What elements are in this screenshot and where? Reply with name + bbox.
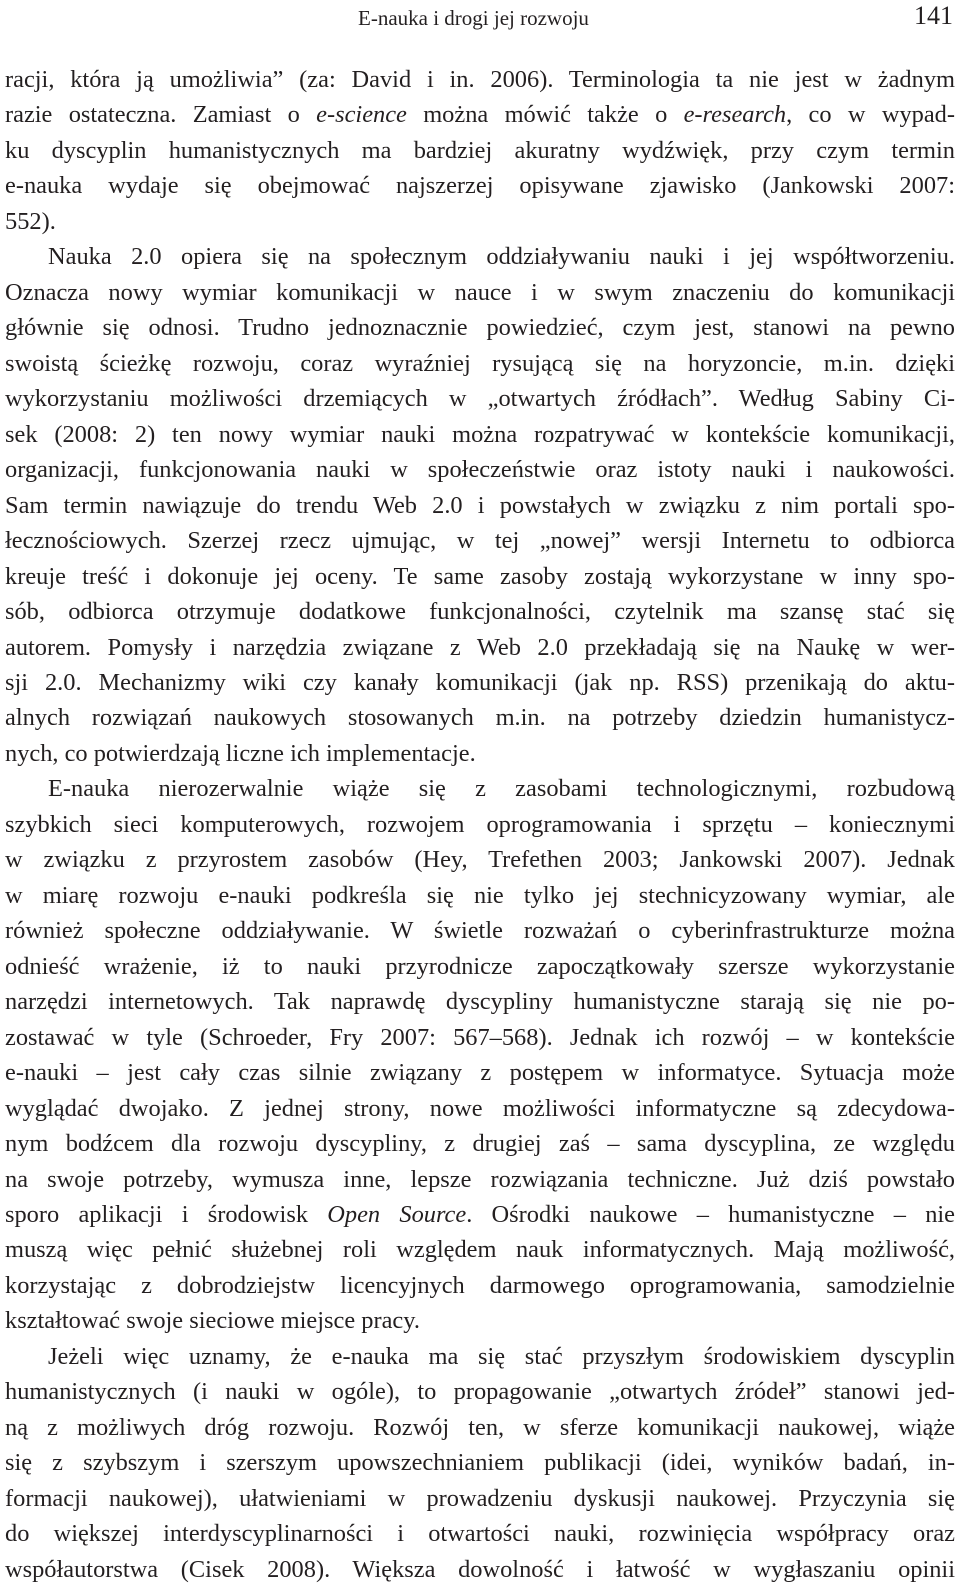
text-line — [5, 1516, 955, 1551]
text-run: szybkich sieci komputerowych, rozwojem oprogramowania i sprzętu – koniecznymi — [5, 810, 955, 838]
text-run: e-nauki – jest cały czas silnie związany z postępem w informatyce. Sytuacja może — [5, 1059, 955, 1087]
text-line — [5, 1481, 955, 1516]
text-line — [5, 1055, 955, 1090]
text-line — [5, 346, 955, 381]
text-run: Jeżeli więc uznamy, że e-nauka ma się stać przyszłym środowiskiem dyscyplin — [48, 1342, 955, 1370]
text-line — [5, 1303, 955, 1338]
text-line — [5, 984, 955, 1019]
text-run: ną z możliwych dróg rozwoju. Rozwój ten, w sferze komunikacji naukowej, wiąże — [5, 1413, 955, 1441]
text-run: odnieść wrażenie, iż to nauki przyrodnicze zapoczątkowały szersze wykorzystanie — [5, 952, 955, 980]
text-line — [5, 878, 955, 913]
text-line — [5, 381, 955, 416]
text-line — [5, 417, 955, 452]
running-header — [0, 0, 960, 40]
text-line — [5, 1162, 955, 1197]
text-run: głównie się odnosi. Trudno jednoznacznie powiedzieć, czym jest, stanowi na pewno — [5, 314, 955, 342]
text-line — [5, 1268, 955, 1303]
text-run: , co w wypad- — [786, 101, 955, 129]
text-run: formacji naukowej), ułatwieniami w prowadzeniu dyskusji naukowej. Przyczynia się — [5, 1484, 955, 1512]
text-line — [5, 488, 955, 523]
text-run: do większej interdyscyplinarności i otwartości nauki, rozwinięcia współpracy oraz — [5, 1520, 955, 1548]
text-run: Nauka 2.0 opiera się na społecznym oddziaływaniu nauki i jej współtworzeniu. — [48, 243, 955, 271]
running-title: E-nauka i drogi jej rozwoju — [358, 6, 589, 30]
text-run: . Ośrodki naukowe – humanistyczne – nie — [466, 1201, 955, 1228]
text-run: swoistą ścieżkę rozwoju, coraz wyraźniej rysującą się na horyzoncie, m.in. dzięki — [5, 349, 955, 377]
text-line — [5, 665, 955, 700]
text-run: muszą więc pełnić służebnej roli względem nauk informatycznych. Mają możliwość, — [5, 1236, 955, 1264]
text-run: zostawać w tyle (Schroeder, Fry 2007: 567–568). Jednak ich rozwój – w kontekście — [5, 1023, 955, 1051]
text-run: kształtować swoje sieciowe miejsce pracy. — [5, 1307, 420, 1335]
text-line — [5, 239, 955, 274]
text-run: alnych rozwiązań naukowych stosowanych m.in. na potrzeby dziedzin humanistycz- — [5, 704, 955, 732]
text-run: również społeczne oddziaływanie. W świetle rozważań o cyberinfrastrukturze można — [5, 917, 955, 945]
text-line — [5, 168, 955, 203]
text-line — [5, 594, 955, 629]
text-run: współautorstwa (Cisek 2008). Większa dowolność i łatwość w wygłaszaniu opinii — [5, 1555, 955, 1583]
text-line — [5, 1197, 955, 1232]
text-line — [5, 736, 955, 771]
text-run: E-nauka nierozerwalnie wiąże się z zasobami technologicznymi, rozbudową — [48, 775, 955, 803]
text-run: sporo aplikacji i środowisk — [5, 1201, 328, 1228]
text-line — [5, 807, 955, 842]
text-run: wyglądać dwojako. Z jednej strony, nowe możliwości informatyczne są zdecydowa- — [5, 1094, 955, 1122]
text-run: kreuje treść i dokonuje jej oceny. Te same zasoby zostają wykorzystane w inny spo- — [5, 562, 955, 590]
text-run: sek (2008: 2) ten nowy wymiar nauki można rozpatrywać w kontekście komunikacji, — [5, 420, 955, 448]
text-run: e-nauka wydaje się obejmować najszerzej opisywane zjawisko (Jankowski 2007: — [5, 172, 955, 200]
text-line — [5, 62, 955, 97]
text-run: korzystając z dobrodziejstw licencyjnych darmowego oprogramowania, samodzielnie — [5, 1271, 955, 1299]
text-line — [5, 1020, 955, 1055]
italic-term: e-science — [316, 101, 407, 129]
text-line — [5, 842, 955, 877]
text-line — [5, 913, 955, 948]
text-run: organizacji, funkcjonowania nauki w społeczeństwie oraz istoty nauki i naukowości. — [5, 456, 955, 484]
text-run: sji 2.0. Mechanizmy wiki czy kanały komunikacji (jak np. RSS) przenikają do aktu- — [5, 668, 955, 696]
text-line — [5, 1552, 955, 1587]
text-run: na swoje potrzeby, wymusza inne, lepsze rozwiązania techniczne. Już dziś powstało — [5, 1165, 955, 1193]
text-line — [5, 1339, 955, 1374]
text-run: narzędzi internetowych. Tak naprawdę dyscypliny humanistyczne starają się nie po- — [5, 988, 955, 1016]
text-line — [5, 452, 955, 487]
text-run: w miarę rozwoju e-nauki podkreśla się nie tylko jej stechnicyzowany wymiar, ale — [5, 881, 955, 909]
text-run: 552). — [5, 207, 56, 235]
text-run: Oznacza nowy wymiar komunikacji w nauce i w swym znaczeniu do komunikacji — [5, 278, 955, 306]
text-line — [5, 204, 955, 239]
italic-term: e-research — [683, 101, 787, 129]
body-text — [5, 62, 955, 1587]
text-line — [5, 1410, 955, 1445]
text-line — [5, 133, 955, 168]
italic-term: Open Source — [327, 1201, 467, 1228]
text-line — [5, 1232, 955, 1267]
text-line — [5, 949, 955, 984]
text-line — [5, 1091, 955, 1126]
text-line — [5, 700, 955, 735]
text-run: razie ostateczna. Zamiast o — [5, 101, 317, 129]
text-line — [5, 310, 955, 345]
text-run: nych, co potwierdzają liczne ich implementacje. — [5, 739, 476, 767]
text-run: wykorzystaniu możliwości drzemiących w „otwartych źródłach”. Według Sabiny Ci- — [5, 385, 955, 413]
text-line — [5, 97, 955, 132]
text-line — [5, 630, 955, 665]
text-line — [5, 1445, 955, 1480]
text-run: w związku z przyrostem zasobów (Hey, Trefethen 2003; Jankowski 2007). Jednak — [5, 846, 955, 874]
text-run: można mówić także o — [406, 101, 684, 129]
text-run: racji, która ją umożliwia” (za: David i in. 2006). Terminologia ta nie jest w żadnym — [5, 66, 955, 93]
text-line — [5, 275, 955, 310]
text-run: się z szybszym i szerszym upowszechnianiem publikacji (idei, wyników badań, in- — [5, 1449, 955, 1477]
text-line — [5, 559, 955, 594]
text-run: sób, odbiorca otrzymuje dodatkowe funkcjonalności, czytelnik ma szansę stać się — [5, 598, 955, 626]
text-run: łecznościowych. Szerzej rzecz ujmując, w tej „nowej” wersji Internetu to odbiorca — [5, 527, 955, 555]
text-run: autorem. Pomysły i narzędzia związane z Web 2.0 przekładają się na Naukę w wer- — [5, 633, 955, 661]
text-run: Sam termin nawiązuje do trendu Web 2.0 i powstałych w związku z nim portali spo- — [5, 491, 955, 519]
text-line — [5, 523, 955, 558]
text-line — [5, 771, 955, 806]
text-line — [5, 1126, 955, 1161]
text-run: nym bodźcem dla rozwoju dyscypliny, z drugiej zaś – sama dyscyplina, ze względu — [5, 1130, 955, 1158]
text-run: ku dyscyplin humanistycznych ma bardziej akuratny wydźwięk, przy czym termin — [5, 136, 955, 164]
text-run: humanistycznych (i nauki w ogóle), to propagowanie „otwartych źródeł” stanowi jed- — [5, 1378, 955, 1406]
page-number: 141 — [914, 1, 953, 30]
text-line — [5, 1374, 955, 1409]
